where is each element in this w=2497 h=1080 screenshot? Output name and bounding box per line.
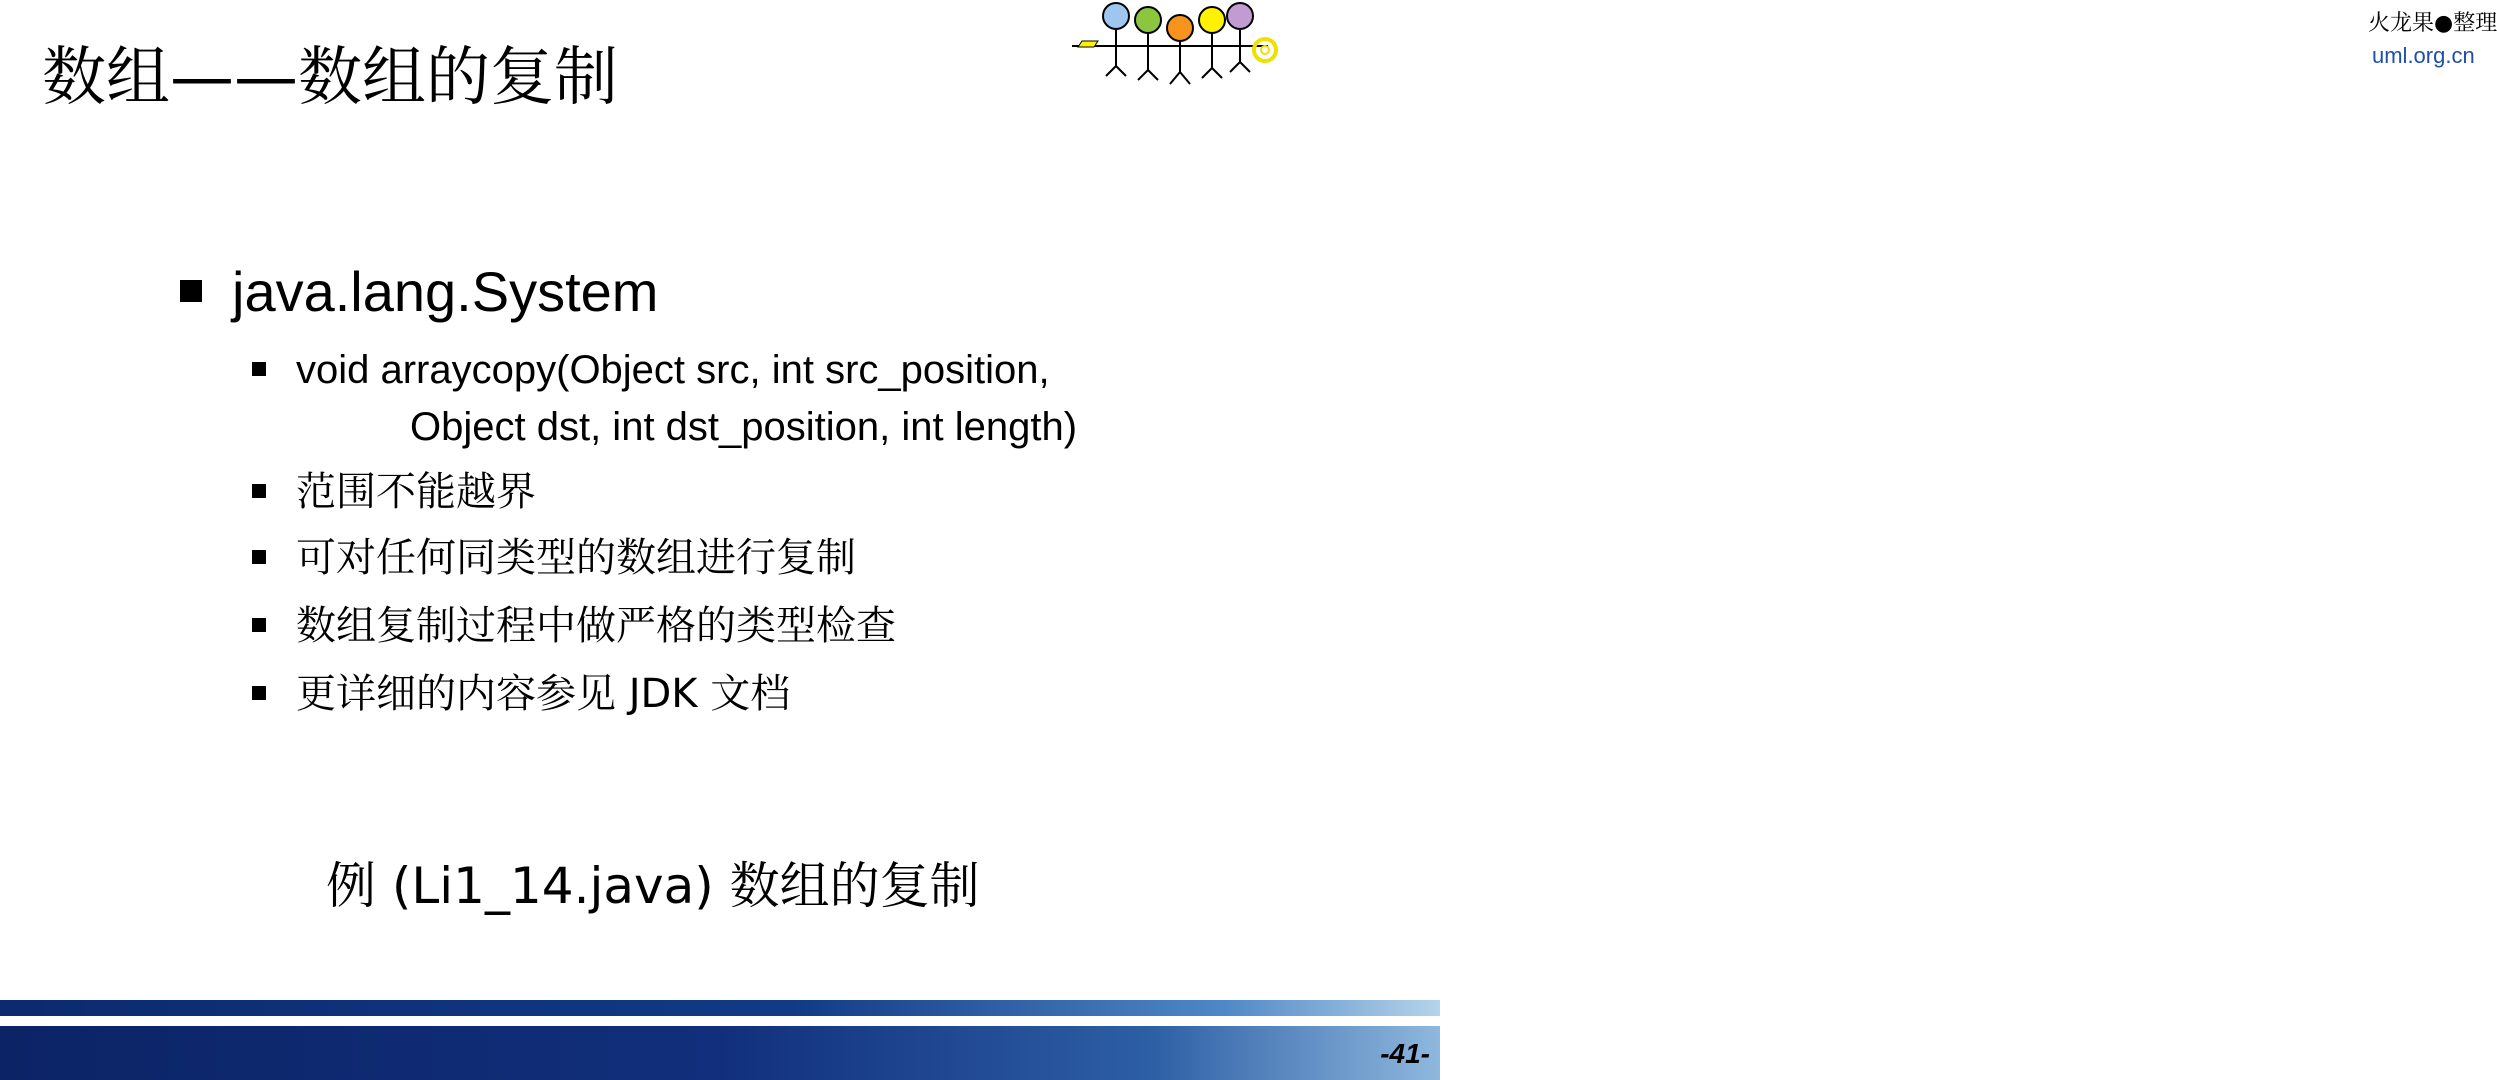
- bullet-square-icon: [252, 686, 266, 700]
- bullet-square-icon: [252, 550, 266, 564]
- footer-bar: [0, 1000, 1440, 1080]
- page-number: -41-: [1380, 1038, 1430, 1069]
- footer-stripe-top: [0, 1000, 1440, 1016]
- sub-bullet-continuation: Object dst, int dst_position, int length): [410, 405, 1078, 449]
- main-bullet-text: java.lang.System: [232, 260, 659, 323]
- logo-url: uml.org.cn: [2372, 43, 2475, 68]
- bullet-square-icon: [180, 280, 202, 302]
- sub-bullet-text: 更详细的内容参见 JDK 文档: [296, 671, 791, 717]
- logo: [1068, 0, 2497, 90]
- sub-bullet-text: 数组复制过程中做严格的类型检查: [296, 603, 896, 649]
- bullet-square-icon: [252, 484, 266, 498]
- bullet-square-icon: [252, 362, 266, 376]
- stick-figures-logo-icon: [1068, 0, 1300, 90]
- footer-stripe-gap: [0, 1016, 1440, 1026]
- bullet-square-icon: [252, 618, 266, 632]
- logo-text: 火龙果●整理: [2368, 11, 2497, 36]
- sub-bullet-text: 范围不能越界: [296, 469, 536, 515]
- slide-title: 数组——数组的复制: [42, 41, 618, 115]
- footer-stripe-bottom: [0, 1026, 1440, 1080]
- sub-bullet-text: void arraycopy(Object src, int src_position,: [296, 348, 1050, 392]
- example-caption: 例 (Li1_14.java) 数组的复制: [326, 857, 980, 915]
- sub-bullet-text: 可对任何同类型的数组进行复制: [296, 535, 856, 581]
